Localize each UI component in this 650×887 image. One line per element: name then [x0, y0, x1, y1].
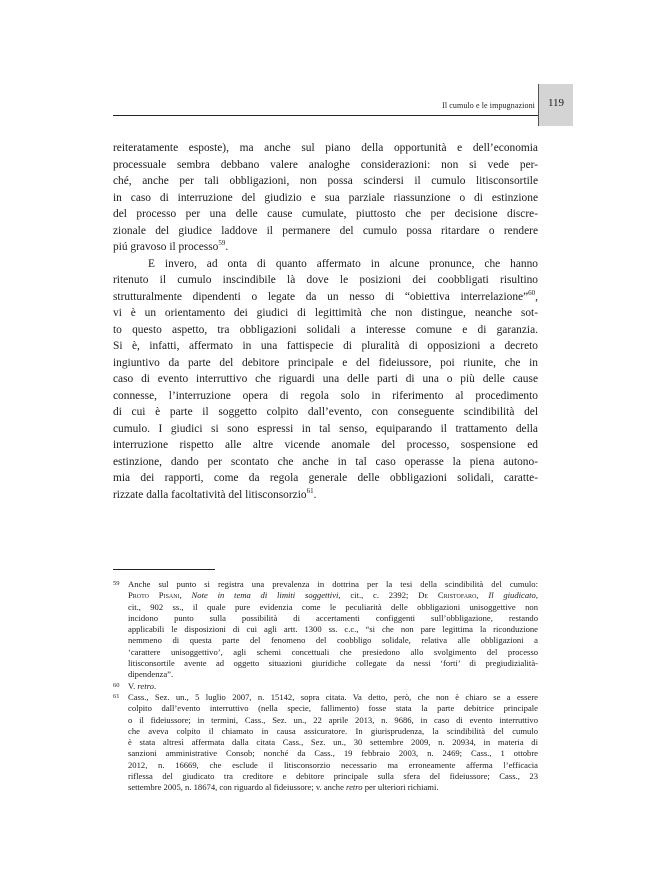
- text-line: di cui è parte il soggetto colpito dall’evento, con conseguente scindibilità del: [113, 406, 538, 418]
- text-line: rizzate dalla facoltatività del litisconsorzio$^{61}$.: [113, 486, 317, 501]
- work-title: Note in tema di limiti soggettivi: [191, 590, 339, 601]
- text-line: E invero, ad onta di quanto affermato in alcune pronunce, che hanno: [148, 257, 538, 270]
- work-title: Il giudicato: [488, 590, 536, 601]
- text-line: processuale sembra debbano valere analoghe considerazioni: non si vede per-: [113, 158, 538, 171]
- footnote-line: cit., 902 ss., il quale pure evidenzia come le peculiarità delle obbligazioni unisoggettive non: [128, 601, 538, 612]
- footnote-line: è stata altresì affermata dalla citata Cass., Sez. un., 30 settembre 2009, n. 20934, in materia di: [128, 737, 538, 748]
- text-line: vi è un orientamento dei giudici di legittimità che non distingue, neanche sot-: [113, 307, 538, 319]
- text-line: estinzione, dando per scontato che anche in tal caso operasse la piena autono-: [113, 455, 538, 468]
- footnote-line: colpito dall’evento interruttivo (nella specie, fallimento) fosse stata la parte debitrice principale: [128, 703, 538, 714]
- footnote-line: Anche sul punto si registra una prevalenza in dottrina per la tesi della scindibilità del cumulo:: [128, 579, 538, 589]
- text-line: ritenuto il cumulo inscindibile là dove le posizioni dei coobbligati risultino: [113, 274, 538, 286]
- text-line: zionale del giudice laddove il permanere del cumulo possa ritardare o rendere: [113, 224, 538, 237]
- footnote-line: ‘carattere unisoggettivo’, agli schemi concettuali che presiedono allo svolgimento del processo: [128, 646, 538, 657]
- text-line: caso di evento interruttivo che riguardi una delle parti di una o più delle cause: [113, 373, 538, 385]
- footnote-line: sanzioni amministrative Consob; nonché da Cass., 19 febbraio 2003, n. 2469; Cass., 1 ottobre: [128, 748, 538, 759]
- text-line: in caso di interruzione del giudizio e sua parziale riassunzione o di estinzione: [113, 191, 538, 204]
- footnote-ref-60[interactable]: 60: [528, 288, 536, 297]
- footnote-line: riflessa del giudicato tra creditore e debitore principale sulla sfera del fideiussore; Cass., 23: [128, 771, 538, 782]
- text-line: del processo per una delle cause cumulate, piuttosto che per decisione discre-: [113, 208, 538, 220]
- footnote-61: [113, 692, 538, 794]
- footnote-line: che aveva colpito il chiamato in causa assicuratore. In giurisprudenza, la scindibilità del cumulo: [128, 725, 538, 736]
- text-line: Si è, infatti, affermato in una fattispecie di pluralità di opposizioni a decreto: [113, 340, 538, 352]
- footnote-line: o il fideiussore; in termini, Cass., Sez. un., 22 aprile 2013, n. 9686, in caso di evento interruttivo: [128, 714, 538, 725]
- footnotes: [113, 579, 538, 794]
- footnote-60: [113, 681, 538, 692]
- footnote-59: [113, 579, 538, 681]
- footnote-line: dipendenza”.: [128, 669, 174, 680]
- text-line: strutturalmente dipendenti o legate da un nesso di “obiettiva interrelazione”$^{60}$,: [113, 288, 538, 303]
- footnote-line: settembre 2005, n. 18674, con riguardo al fideiussore; v. anche retro per ulteriori richiami.: [128, 782, 439, 793]
- text-line: interruzione rispetto alle altre vicende anomale del processo, sospensione ed: [113, 439, 538, 451]
- text-line: ingiuntivo da parte del debitore principale e del fideiussore, poi riunite, che in: [113, 356, 538, 369]
- text-line: cumulo. I giudici si sono espressi in tal senso, equiparando il trattamento della: [113, 422, 538, 435]
- page-number: 119: [547, 97, 565, 109]
- footnote-line: applicabili le disposizioni di cui agli artt. 1300 ss. c.c., “si che non pare legittima la riconduzione: [128, 624, 538, 635]
- footnote-line: Cass., Sez. un., 5 luglio 2007, n. 15142, sopra citata. Va detto, però, che non è chiaro se a essere: [128, 691, 538, 702]
- footnote-line: V. retro.: [128, 680, 157, 691]
- running-title: Il cumulo e le impugnazioni: [442, 101, 535, 110]
- footnote-ref-59[interactable]: 59: [218, 239, 226, 247]
- main-text: [113, 140, 538, 503]
- footnote-line: Proto Pisani, Note in tema di limiti soggettivi, cit., c. 2392; De Cristofaro, Il giudicato,: [128, 590, 538, 601]
- footnote-ref-61[interactable]: 61: [306, 486, 314, 495]
- footnote-line: litisconsortile avente ad oggetto situazioni giuridiche collegate da nessi ‘forti’ di pregiudizialità-: [128, 658, 538, 669]
- author-name: De Cristofaro: [418, 590, 477, 601]
- paragraph-1: [113, 140, 538, 256]
- footnote-line: nemmeno di questa parte del fenomeno del coobbligo solidale, relativa alle obbligazioni a: [128, 635, 538, 646]
- text-line: connesse, l’interruzione opera di regola solo in riferimento al procedimento: [113, 389, 538, 402]
- footnote-line: 2012, n. 16669, che esclude il litisconsorzio necessario ma erroneamente afferma l’efficacia: [128, 759, 538, 770]
- header-rule: [113, 115, 538, 116]
- footnote-separator: [113, 569, 215, 570]
- footnote-number: 60: [113, 681, 120, 689]
- text-line: reiteratamente esposte), ma anche sul piano della opportunità e dell’economia: [113, 142, 538, 154]
- footnote-line: incidono punto sulla possibilità di accertamenti configgenti sull’obbligazione, restando: [128, 612, 538, 623]
- text-line: to questo aspetto, tra obbligazioni solidali a interesse comune e di garanzia.: [113, 323, 538, 336]
- text-line: piú gravoso il processo$^{59}$.: [113, 239, 229, 253]
- footnote-number: 59: [113, 580, 120, 587]
- footnote-number: 61: [113, 692, 120, 700]
- text-line: ché, anche per tali obbligazioni, non possa scindersi il cumulo litisconsortile: [113, 175, 538, 187]
- paragraph-2: [113, 256, 538, 504]
- text-line: mia dei rapporti, come da regola generale delle obbligazioni solidali, caratte-: [113, 472, 538, 484]
- author-name: Proto Pisani: [128, 590, 180, 601]
